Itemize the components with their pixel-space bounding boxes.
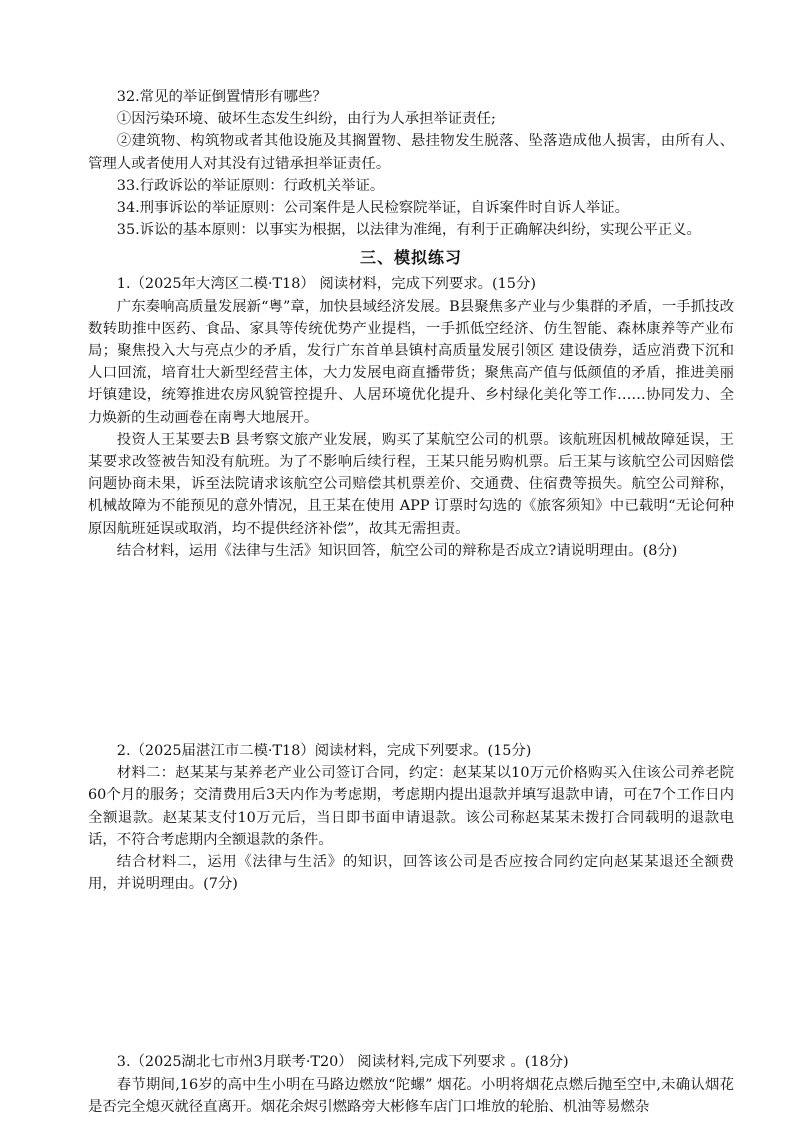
question-1-material-1: 广东奏响高质量发展新“粤”章，加快县域经济发展。B县聚焦多产业与少集群的矛盾，一手抓技改数转助推中医药、食品、家具等传统优势产业提档，一手抓低空经济、仿生智能、森林康养等产业布局；聚焦投入大与亮点少的矛盾，发行广东首单县镇村高质量发展引领区 建设债券，适应消费下沉和人口回流，培育壮大新型经营主体，大力发展电商直播带货；聚焦高产值与低颜值的矛盾，推进美丽圩镇建设，统筹推进农房风貌管控提升、人居环境优化提升、乡村绿化美化等工作……协同发力、全力焕新的生动画卷在南粤大地展开。 (88, 298, 734, 426)
question-3 (88, 1051, 734, 1118)
question-3-material: 春节期间,16岁的高中生小明在马路边燃放“陀螺” 烟花。小明将烟花点燃后抛至空中,未确认烟花是否完全熄灭就径直离开。烟花余烬引燃路旁大彬修车店门口堆放的轮胎、机油等易燃杂 (88, 1076, 734, 1115)
question-2-prompt: 结合材料二，运用《法律与生活》的知识，回答该公司是否应按合同约定向赵某某退还全额费用，并说明理由。(7分) (88, 854, 734, 893)
question-2 (88, 740, 734, 895)
answer-space-2 (88, 895, 734, 1051)
answer-space-1 (88, 562, 734, 740)
question-1 (88, 273, 734, 562)
document-page (88, 86, 734, 1118)
question-2-header: 2.（2025届湛江市二模·T18）阅读材料，完成下列要求。(15分) (116, 743, 532, 760)
review-item-35: 35.诉讼的基本原则：以事实为根据，以法律为准绳，有利于正确解决纠纷，实现公平正义。 (116, 222, 701, 239)
question-1-prompt: 结合材料，运用《法律与生活》知识回答，航空公司的辩称是否成立?请说明理由。(8分) (116, 542, 678, 559)
question-1-material-2: 投资人王某要去B 县考察文旅产业发展，购买了某航空公司的机票。该航班因机械故障延误，王某要求改签被告知没有航班。为了不影响后续行程，王某只能另购机票。后王某与该航空公司因赔偿问题协商未果，诉至法院请求该航空公司赔偿其机票差价、交通费、住宿费等损失。航空公司辩称，机械故障为不能预见的意外情况，且王某在使用 APP 订票时勾选的《旅客须知》中已载明“无论何种原因航班延误或取消，均不提供经济补偿”，故其无需担责。 (88, 431, 734, 537)
review-item-34: 34.刑事诉讼的举证原则：公司案件是人民检察院举证，自诉案件时自诉人举证。 (116, 200, 629, 217)
review-item-32-case-2: ②建筑物、构筑物或者其他设施及其搁置物、悬挂物发生脱落、坠落造成他人损害，由所有人、管理人或者使用人对其没有过错承担举证责任。 (88, 133, 734, 172)
question-2-material: 材料二：赵某某与某养老产业公司签订合同，约定：赵某某以10万元价格购买入住该公司养老院60个月的服务；交清费用后3天内作为考虑期，考虑期内提出退款并填写退款申请，可在7个工作日内全额退款。赵某某支付10万元后，当日即书面申请退款。该公司称赵某某未拨打合同载明的退款电话，不符合考虑期内全额退款的条件。 (88, 765, 734, 848)
review-item-32-case-1: ①因污染环境、破坏生态发生纠纷，由行为人承担举证责任; (116, 111, 496, 128)
section-title: 三、模拟练习 (359, 248, 462, 268)
question-3-header: 3.（2025湖北七市州3月联考·T20） 阅读材料,完成下列要求 。(18分) (116, 1054, 569, 1071)
review-section (88, 86, 734, 241)
question-1-header: 1.（2025年大湾区二模·T18） 阅读材料，完成下列要求。(15分) (116, 276, 536, 293)
review-item-32: 32.常见的举证倒置情形有哪些？ (116, 89, 327, 105)
review-item-33: 33.行政诉讼的举证原则：行政机关举证。 (116, 177, 385, 194)
